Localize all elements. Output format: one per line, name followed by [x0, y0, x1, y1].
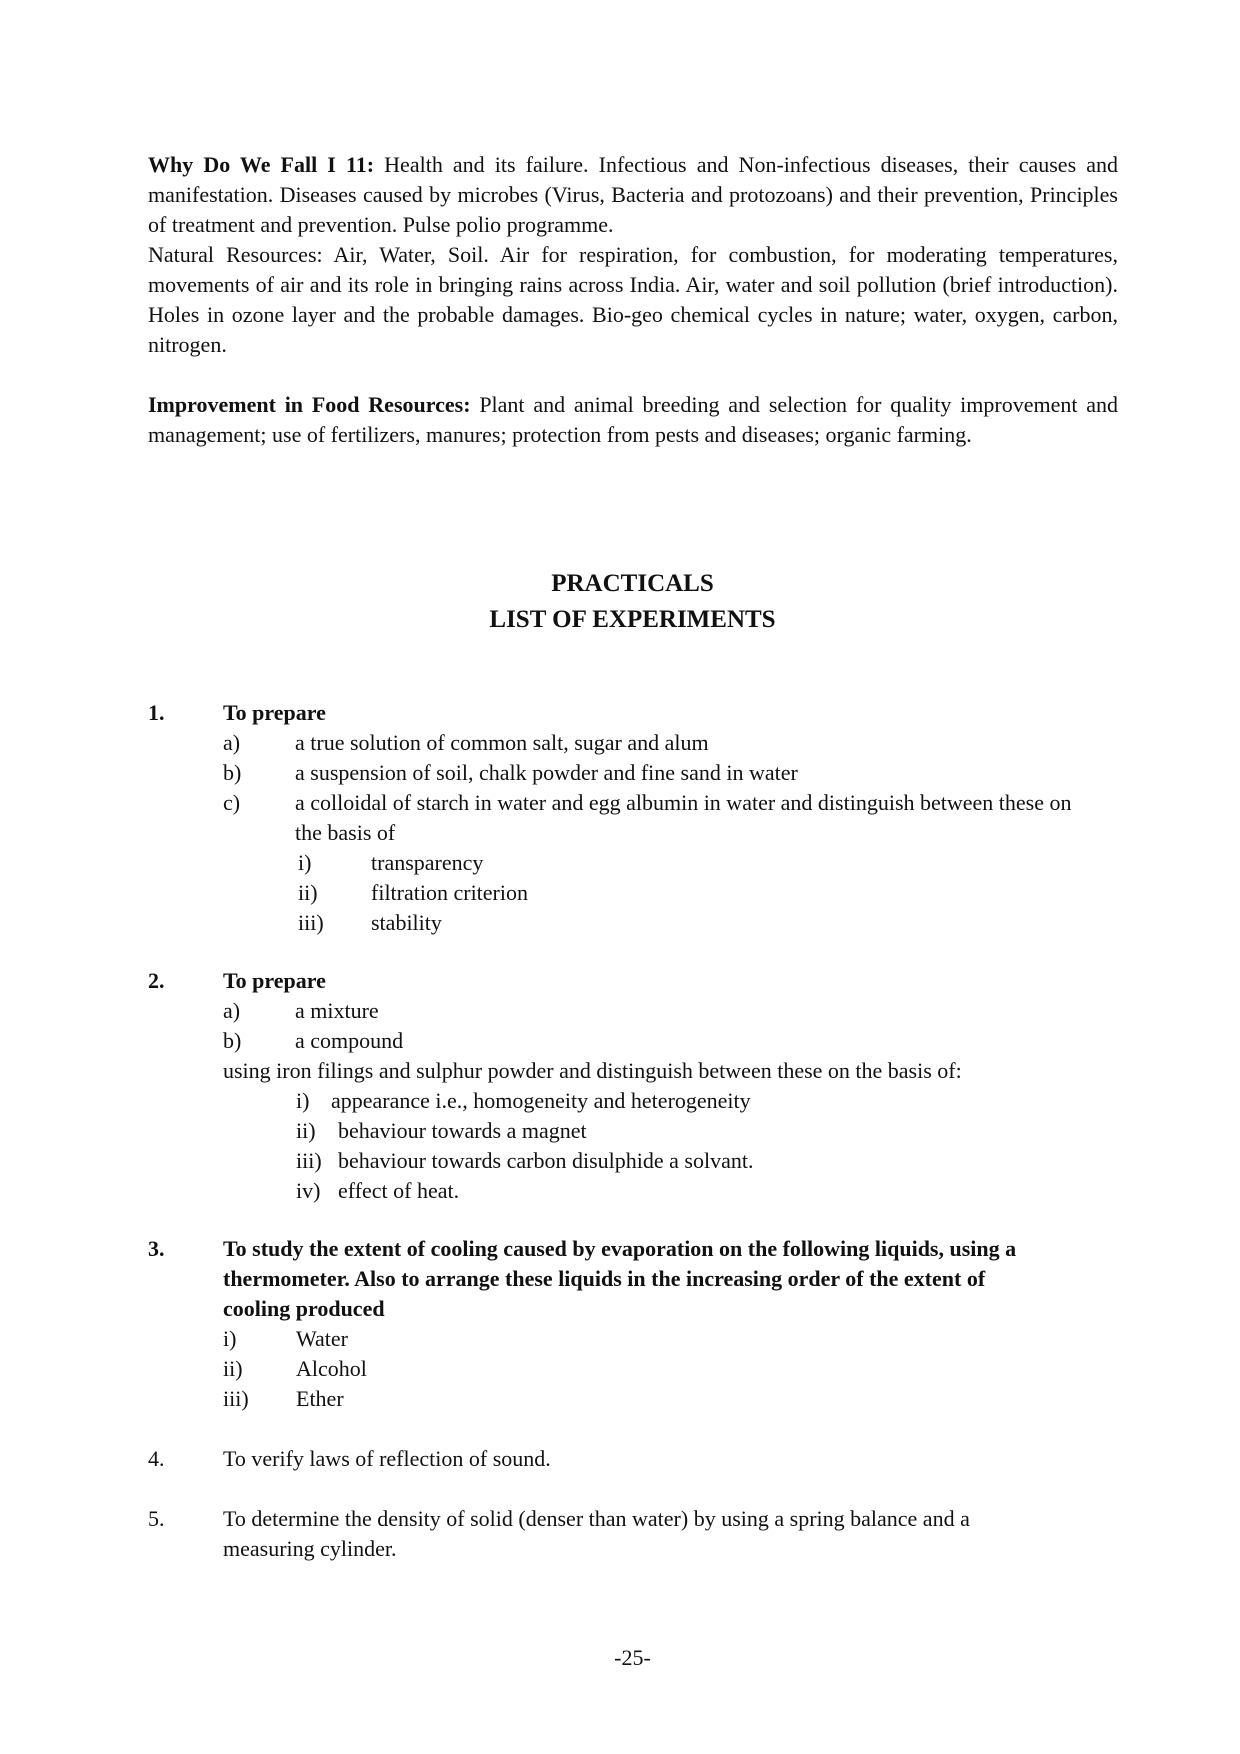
- item-text: Water: [296, 1326, 348, 1351]
- paragraph-food-resources: [148, 390, 1118, 450]
- experiments-list-title: LIST OF EXPERIMENTS: [489, 606, 776, 633]
- item-label: iii): [298, 910, 324, 935]
- paragraph-text: Natural Resources: Air, Water, Soil. Air for respiration, for combustion, for moderating temperatures, movements of air and its role in bringing rains across India. Air, water and soil pollution (brief introduction). Holes in ozone layer and the probable damages. Bio-geo chemical cycles in nature; water, oxygen, carbon, nitrogen.: [148, 242, 1118, 357]
- item-label: ii): [223, 1356, 243, 1381]
- item-label: ii): [298, 880, 318, 905]
- item-text: Alcohol: [296, 1356, 367, 1381]
- item-text-continued: the basis of: [295, 820, 396, 845]
- experiment-number: 1.: [148, 700, 165, 725]
- practicals-title: PRACTICALS: [551, 570, 714, 597]
- item-text: a colloidal of starch in water and egg albumin in water and distinguish between these on: [295, 790, 1072, 815]
- experiment-text-line1: To determine the density of solid (denser than water) by using a spring balance and a: [223, 1506, 970, 1531]
- item-label: a): [223, 730, 241, 755]
- paragraph-heading: Improvement in Food Resources:: [148, 392, 471, 417]
- item-text: transparency: [371, 850, 484, 875]
- experiment-heading-line3: cooling produced: [223, 1296, 385, 1321]
- experiment-text-line2: measuring cylinder.: [223, 1536, 397, 1561]
- paragraph-why-do-we-fall: [148, 150, 1118, 240]
- item-text: stability: [371, 910, 442, 935]
- item-label: ii): [296, 1118, 316, 1143]
- experiment-number: 2.: [148, 968, 165, 993]
- experiment-text: To verify laws of reflection of sound.: [223, 1446, 551, 1471]
- experiment-number: 4.: [148, 1446, 165, 1471]
- paragraph-text: Health and its failure. Infectious and Non-infectious diseases, their causes and manifestation. Diseases caused by microbes (Virus, Bacteria and protozoans) and their prevention, Principles of treatment and prevention. Pulse polio programme.: [148, 152, 1118, 237]
- item-text: effect of heat.: [338, 1178, 460, 1203]
- experiment-heading: To prepare: [223, 700, 326, 725]
- experiment-note: using iron filings and sulphur powder and distinguish between these on the basis of:: [223, 1058, 962, 1083]
- experiment-heading-line2: thermometer. Also to arrange these liquids in the increasing order of the extent of: [223, 1266, 986, 1291]
- item-text: a compound: [295, 1028, 404, 1053]
- item-label: i): [296, 1088, 310, 1113]
- item-label: c): [223, 790, 241, 815]
- item-text: a suspension of soil, chalk powder and fine sand in water: [295, 760, 798, 785]
- item-text: a mixture: [295, 998, 379, 1023]
- item-text: filtration criterion: [371, 880, 528, 905]
- page-number: -25-: [614, 1645, 651, 1670]
- item-label: a): [223, 998, 241, 1023]
- experiment-number: 3.: [148, 1236, 165, 1261]
- item-text: behaviour towards a magnet: [338, 1118, 587, 1143]
- experiment-heading-line1: To study the extent of cooling caused by evaporation on the following liquids, using a: [223, 1236, 1017, 1261]
- item-text: a true solution of common salt, sugar and alum: [295, 730, 709, 755]
- experiment-heading: To prepare: [223, 968, 326, 993]
- item-label: iii): [223, 1386, 249, 1411]
- item-label: i): [298, 850, 312, 875]
- item-text: Ether: [296, 1386, 344, 1411]
- item-text: appearance i.e., homogeneity and heterogeneity: [331, 1088, 751, 1113]
- experiment-number: 5.: [148, 1506, 165, 1531]
- item-text: behaviour towards carbon disulphide a solvant.: [338, 1148, 754, 1173]
- item-label: b): [223, 1028, 242, 1053]
- item-label: i): [223, 1326, 237, 1351]
- paragraph-text: Plant and animal breeding and selection for quality improvement and management; use of fertilizers, manures; protection from pests and diseases; organic farming.: [148, 392, 1118, 447]
- paragraph-natural-resources: [148, 240, 1118, 360]
- item-label: iv): [296, 1178, 321, 1203]
- item-label: b): [223, 760, 242, 785]
- item-label: iii): [296, 1148, 322, 1173]
- paragraph-heading: Why Do We Fall I 11:: [148, 152, 375, 177]
